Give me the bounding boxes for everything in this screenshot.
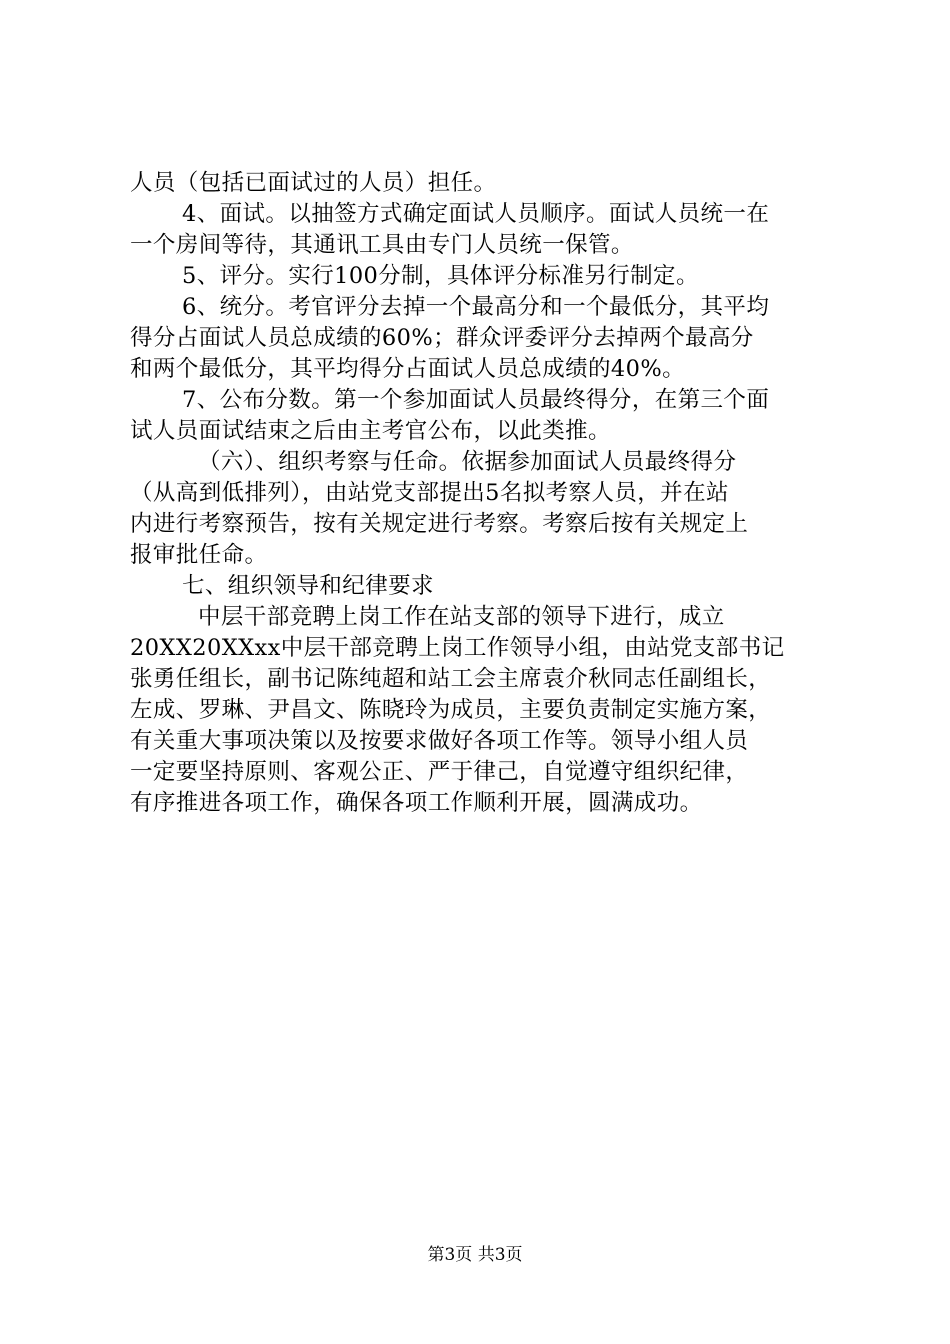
text-line: 人员（包括已面试过的人员）担任。	[130, 170, 497, 196]
text-line: 一个房间等待，其通讯工具由专门人员统一保管。	[130, 232, 634, 258]
text-line: 20XX20XXxx中层干部竞聘上岗工作领导小组，由站党支部书记	[130, 635, 785, 661]
text-line: 7、公布分数。第一个参加面试人员最终得分，在第三个面	[182, 387, 770, 413]
text-line: 有关重大事项决策以及按要求做好各项工作等。领导小组人员	[130, 728, 749, 754]
text-line: 左成、罗琳、尹昌文、陈晓玲为成员，主要负责制定实施方案，	[130, 697, 772, 723]
text-line: 内进行考察预告，按有关规定进行考察。考察后按有关规定上	[130, 511, 749, 537]
text-line: 报审批任命。	[130, 542, 268, 568]
text-line: （从高到低排列），由站党支部提出5名拟考察人员，并在站	[130, 480, 729, 506]
text-line: 张勇任组长，副书记陈纯超和站工会主席袁介秋同志任副组长，	[130, 666, 772, 692]
text-line: 6、统分。考官评分去掉一个最高分和一个最低分，其平均	[182, 294, 770, 320]
text-line: （六）、组织考察与任命。依据参加面试人员最终得分	[198, 449, 737, 475]
page-number: 第3页 共3页	[427, 1245, 523, 1265]
text-line: 得分占面试人员总成绩的60%；群众评委评分去掉两个最高分	[130, 325, 754, 351]
text-line: 试人员面试结束之后由主考官公布，以此类推。	[130, 418, 611, 444]
document-body	[130, 168, 830, 819]
text-line: 4、面试。以抽签方式确定面试人员顺序。面试人员统一在	[182, 201, 770, 227]
text-line: 一定要坚持原则、客观公正、严于律己，自觉遵守组织纪律，	[130, 759, 749, 785]
section-heading: 七、组织领导和纪律要求	[182, 573, 434, 599]
text-line: 和两个最低分，其平均得分占面试人员总成绩的40%。	[130, 356, 686, 382]
text-line: 有序推进各项工作，确保各项工作顺利开展，圆满成功。	[130, 790, 703, 816]
text-line: 中层干部竞聘上岗工作在站支部的领导下进行，成立	[198, 604, 725, 630]
text-line: 5、评分。实行100分制，具体评分标准另行制定。	[182, 263, 699, 289]
